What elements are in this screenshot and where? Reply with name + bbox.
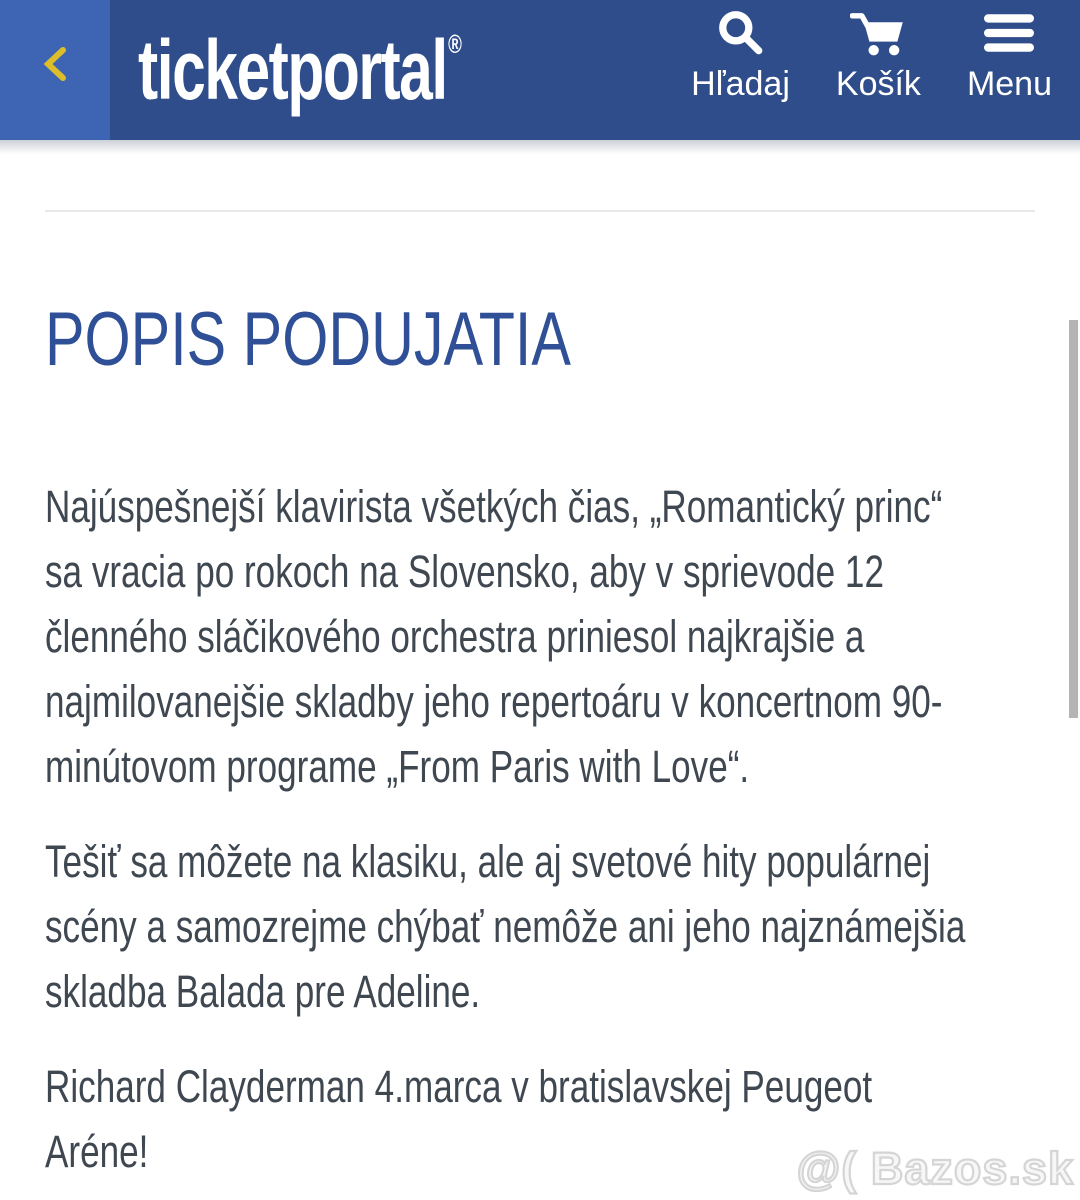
cart-button[interactable] bbox=[836, 6, 921, 104]
watermark: @( Bazos.sk bbox=[796, 1143, 1074, 1194]
description-paragraph: Richard Clayderman 4.marca v bratislavskej Peugeot Aréne! bbox=[45, 1061, 873, 1177]
search-button[interactable] bbox=[691, 6, 790, 104]
section-divider bbox=[45, 210, 1035, 212]
scrollbar-thumb[interactable] bbox=[1069, 320, 1078, 718]
menu-icon bbox=[984, 6, 1034, 60]
cart-icon bbox=[850, 6, 906, 60]
cart-label: Košík bbox=[835, 65, 921, 103]
chevron-left-icon bbox=[42, 46, 68, 82]
header-nav bbox=[691, 6, 1052, 104]
back-button[interactable] bbox=[0, 0, 110, 140]
page-title: POPIS PODUJATIA bbox=[45, 297, 571, 382]
search-icon bbox=[716, 6, 766, 60]
registered-mark: ® bbox=[448, 29, 461, 59]
menu-button[interactable] bbox=[967, 6, 1052, 104]
event-description-section bbox=[0, 140, 1080, 1184]
menu-label: Menu bbox=[966, 65, 1052, 103]
description-paragraph: Tešiť sa môžete na klasiku, ale aj svetové hity populárnej scény a samozrejme chýbať nemôže ani jeho najznámejšia skladba Balada pre Adeline. bbox=[45, 836, 966, 1017]
logo-text: ticketportal bbox=[138, 23, 447, 117]
logo[interactable] bbox=[138, 0, 584, 140]
description-paragraph: Najúspešnejší klavirista všetkých čias, „Romantický princ“ sa vracia po rokoch na Slovensko, aby v sprievode 12 členného sláčikového orchestra priniesol najkrajšie a najmilovanejšie skladby jeho repertoáru v koncertnom 90- minútovom programe „From Paris with Love“. bbox=[45, 481, 943, 792]
search-label: Hľadaj bbox=[691, 65, 790, 103]
header-bar bbox=[0, 0, 1080, 140]
